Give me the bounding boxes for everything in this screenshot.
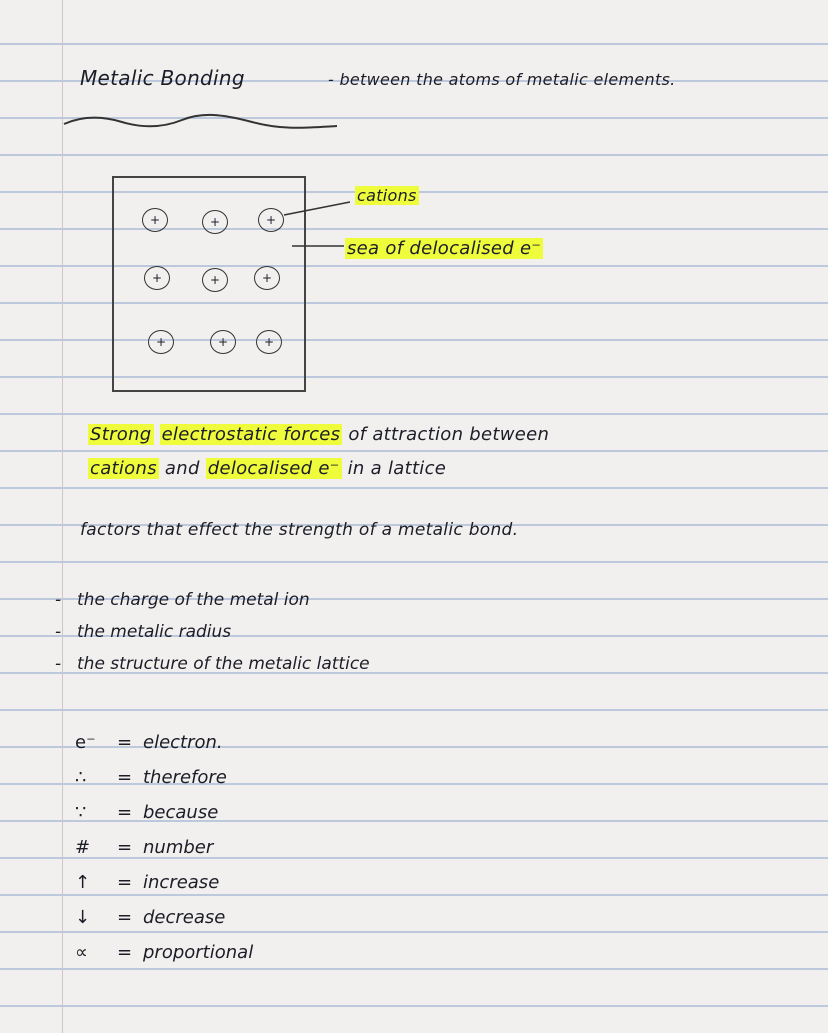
cation: + — [148, 330, 174, 354]
cation: + — [144, 266, 170, 290]
title-underline-squiggle — [62, 112, 342, 134]
cations-label: cations — [357, 186, 417, 205]
margin-line — [62, 0, 63, 1033]
notebook-page: Metalic Bonding - between the atoms of metalic elements. + + + + + + + + + cations sea of delocalised e⁻ Strong electrostatic forces of attraction between cations and delocalised e⁻ in a lattice factors that effect the strength of a metalic bond. - the charge of the metal ion - the metalic radius - the structure of the metalic lattice e⁻ = electron. ∴ = therefore ∵ = because # = number ↑ = increase ↓ = decrease ∝ = proportional — [0, 0, 828, 1033]
page-title: Metalic Bonding — [80, 66, 245, 90]
cation: + — [202, 268, 228, 292]
cation: + — [210, 330, 236, 354]
cation: + — [142, 208, 168, 232]
cation: + — [254, 266, 280, 290]
factors-heading: factors that effect the strength of a metalic bond. — [80, 520, 519, 540]
highlight-strong: Strong — [90, 424, 152, 445]
highlight-electrostatic: electrostatic forces — [161, 424, 341, 445]
cation: + — [202, 210, 228, 234]
highlight-cations: cations — [90, 458, 157, 479]
page-subtitle: - between the atoms of metalic elements. — [328, 70, 676, 89]
cation: + — [256, 330, 282, 354]
highlight-delocalised: delocalised e⁻ — [207, 458, 340, 479]
electron-sea-label: sea of delocalised e⁻ — [347, 238, 542, 259]
metallic-bond-definition: Strong electrostatic forces of attraction between cations and delocalised e⁻ in a lattice — [90, 424, 550, 479]
metal-lattice-diagram — [112, 176, 306, 392]
cation: + — [258, 208, 284, 232]
